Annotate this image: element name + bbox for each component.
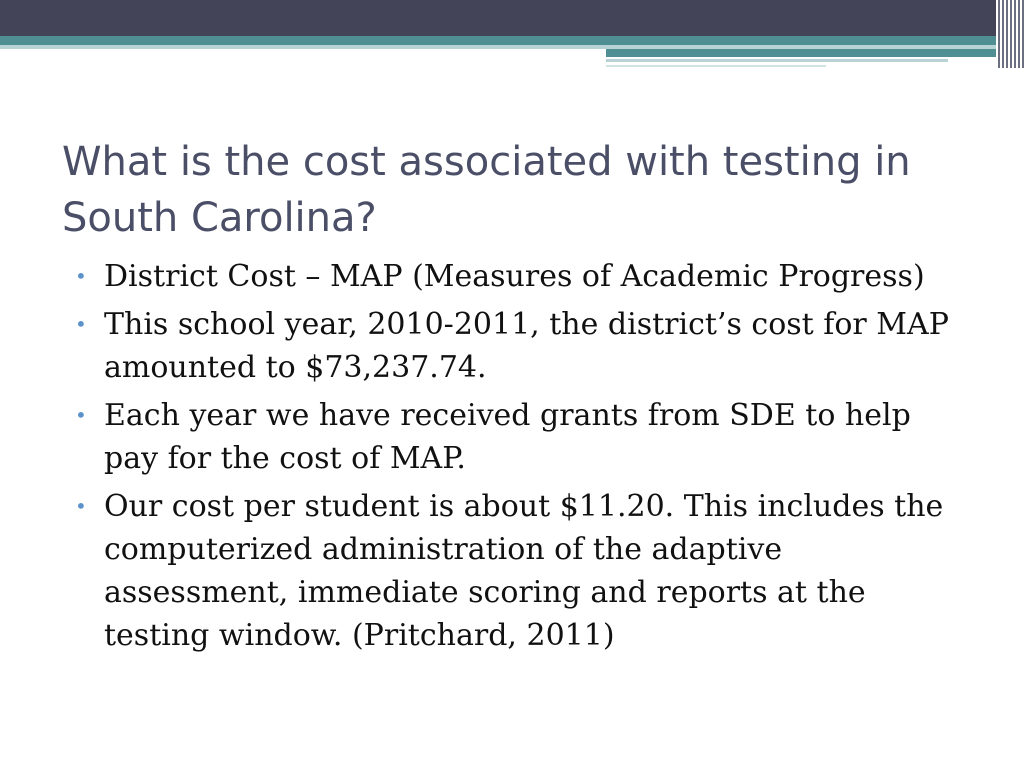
header-band-dark — [0, 0, 1024, 36]
header-band-teal — [0, 36, 1024, 45]
bullet-text: Our cost per student is about $11.20. This includes the computerized administration of the adaptive assessment, immediate scoring and reports at the testing window. (Pritchard, 2011) — [104, 489, 944, 653]
header-accent-bar — [606, 49, 1000, 57]
bullet-icon: • — [75, 312, 87, 336]
bullet-item — [75, 303, 965, 389]
bullet-text: This school year, 2010-2011, the district’s cost for MAP amounted to $73,237.74. — [104, 307, 949, 385]
bullet-text: District Cost – MAP (Measures of Academic Progress) — [104, 259, 925, 294]
bullet-icon: • — [75, 264, 87, 288]
slide-title: What is the cost associated with testing in South Carolina? — [62, 139, 911, 241]
bullet-item — [75, 255, 965, 298]
header-vertical-stripes — [996, 0, 1024, 68]
bullet-icon: • — [75, 403, 87, 427]
bullet-item — [75, 485, 965, 657]
bullet-icon: • — [75, 494, 87, 518]
header-accent-line-thin — [606, 65, 826, 67]
bullet-item — [75, 394, 965, 480]
bullet-text: Each year we have received grants from SDE to help pay for the cost of MAP. — [104, 398, 911, 476]
header-accent-line — [606, 59, 948, 62]
bullet-list — [75, 255, 965, 662]
